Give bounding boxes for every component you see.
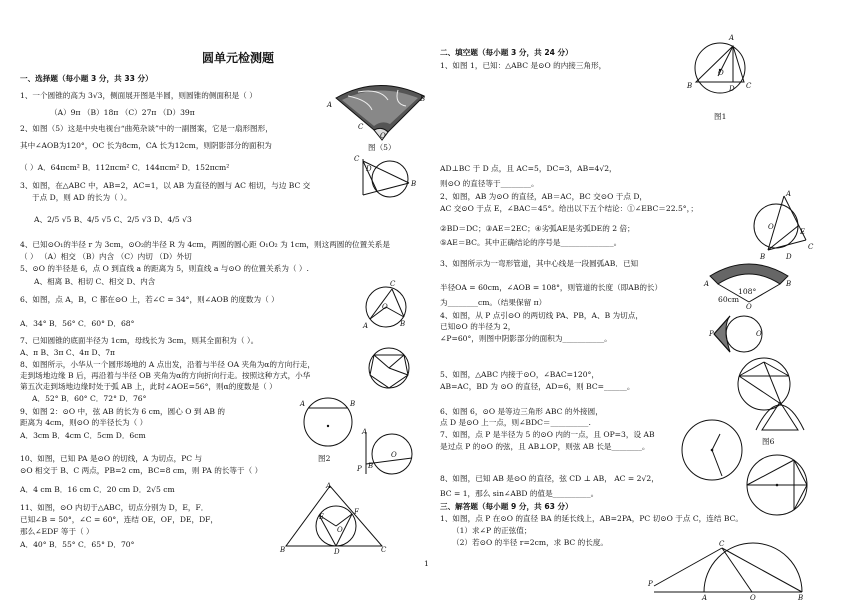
f4-label-o: O xyxy=(756,330,762,338)
q10-figure xyxy=(358,430,414,474)
q1-text: 1、一个圆锥的高为 3√3，侧面展开图是半圆，则圆锥的侧面积是（ ） xyxy=(20,91,257,100)
q8-options: A．52° B．60° C．72° D．76° xyxy=(32,394,147,403)
s1-label-o: O xyxy=(750,594,756,602)
section3-heading: 三、解答题（每小题 9 分，共 63 分） xyxy=(440,502,573,511)
f3-radius-label: 60cm xyxy=(718,295,740,304)
q11-label-a: A xyxy=(326,482,332,490)
q3-figure xyxy=(357,155,417,197)
q3-options: A、2/5 √5 B、4/5 √5 C、2/5 √3 D、4/5 √3 xyxy=(34,215,192,224)
f3-label-b: B xyxy=(786,280,792,288)
q10-options: A．4 cm B．16 cm C．20 cm D．2√5 cm xyxy=(20,485,175,494)
q9-figure xyxy=(302,396,354,448)
page-title: 圆单元检测题 xyxy=(202,51,275,65)
f1-label-d: D xyxy=(729,85,735,93)
f3-label-a: A xyxy=(704,280,710,288)
f8-text-a: 8、如图，已知 AB 是⊙O 的直径，弦 CD ⊥ AB， AC = 2√2， xyxy=(440,474,659,483)
q9-options: A．3cm B．4cm C．5cm D．6cm xyxy=(20,431,146,440)
q3-label-d: D xyxy=(366,165,372,173)
s1-label-b: B xyxy=(798,594,804,602)
q4-options: （ ） （A）相交 （B）内含 （C）内切 （D）外切 xyxy=(20,252,192,261)
f8-figure xyxy=(744,452,810,518)
q5-options: A、相离 B、相切 C、相交 D、内含 xyxy=(34,277,156,286)
f4-text-a: 4、如图，从 P 点引⊙O 的两切线 PA、PB，A、B 为切点， xyxy=(440,311,643,320)
q11-label-e: E xyxy=(319,513,325,521)
fig1-caption: 图1 xyxy=(714,112,727,121)
f1-text-c: 则⊙O 的直径等于________。 xyxy=(440,179,539,188)
q6-label-o: O xyxy=(382,303,388,311)
f3-text-c: 为________cm。（结果保留 π） xyxy=(440,298,547,307)
q2-text-b: 其中∠AOB为120°，OC 长为8cm，CA 长为12cm，则阴影部分的面积为 xyxy=(20,141,272,150)
fan-label-o: O xyxy=(380,132,386,140)
f2-label-a: A xyxy=(786,190,792,198)
fan-figure xyxy=(328,80,428,142)
q11-label-o: O xyxy=(337,526,343,534)
fig5-caption: 图（5） xyxy=(368,143,396,152)
q6-label-b: B xyxy=(400,320,406,328)
q9-label-a: A xyxy=(300,400,306,408)
q4-text-a: 4、已知⊙O₁的半径 r 为 3cm，⊙O₂的半径 R 为 4cm，两圆的圆心距 O₁O₂ 为 1cm，则这两圆的位置关系是 xyxy=(20,240,390,249)
q7-options: A、π B、3π C、4π D、7π xyxy=(20,348,116,357)
f2-label-e: E xyxy=(800,228,806,236)
q8-text-c: 第五次走到场地边缘时处于弧 AB 上，此时∠AOE=56°，则α的度数是（ ） xyxy=(20,382,277,391)
q7-text: 7、已知圆锥的底面半径为 1cm，母线长为 3cm，则其全面积为（ ）。 xyxy=(20,336,259,345)
f2-label-c: C xyxy=(808,243,814,251)
f2-text-d: ⑤AE＝BC。其中正确结论的序号是______________。 xyxy=(440,238,622,247)
section2-heading: 二、填空题（每小题 3 分，共 24 分） xyxy=(440,48,573,57)
f1-figure xyxy=(693,40,747,96)
f4-text-b: 已知⊙O 的半径为 2， xyxy=(440,322,516,331)
q11-options: A．40° B．55° C．65° D．70° xyxy=(20,540,135,549)
q2-options: （ ）A．64πcm² B．112πcm² C．144πcm² D．152πcm² xyxy=(20,163,230,172)
f1-text-b: AD⊥BC 于 D 点，且 AC=5，DC=3，AB=4√2， xyxy=(440,164,617,173)
q8-text-b: 走到场地边缘 B 后，再沿着与半径 OB 夹角为α的方向折向行走。按照这种方式，小华 xyxy=(20,371,311,380)
f3-label-o: O xyxy=(746,303,752,311)
f6-figure xyxy=(752,400,808,434)
q10-label-p: P xyxy=(357,465,362,473)
q11-text-c: 那么∠EDF 等于（ ） xyxy=(20,527,94,536)
q6-text: 6、如图，点 A，B，C 都在⊙O 上，若∠C = 34°，则∠AOB 的度数为（ ） xyxy=(20,295,279,304)
f2-text-a: 2、如图，AB 为⊙O 的直径，AB＝AC，BC 交⊙O 于点 D， xyxy=(440,192,648,201)
q11-label-d: D xyxy=(334,548,340,556)
q3-text-b: 于点 D，则 AD 的长为（ ）。 xyxy=(32,193,132,202)
q3-label-c: C xyxy=(354,155,360,163)
q6-label-c: C xyxy=(390,280,396,288)
fig2-caption: 图2 xyxy=(318,454,331,463)
f4-label-p: P xyxy=(709,330,714,338)
s1-label-p: P xyxy=(648,580,653,588)
s1-text-a: 1、如图，点 P 在⊙O 的直径 BA 的延长线上，AB=2PA，PC 切⊙O 于点 C，连结 BC。 xyxy=(440,514,743,523)
fan-label-a: A xyxy=(327,101,333,109)
fig6-caption: 图6 xyxy=(762,437,775,446)
q8-figure xyxy=(366,345,412,391)
q11-text-a: 11、如图，⊙O 内切于△ABC，切点分别为 D，E，F． xyxy=(20,503,209,512)
f3-text-b: 半径OA = 60cm，∠AOB = 108°，则管道的长度（即AB的长） xyxy=(440,283,663,292)
q3-text-a: 3、如图，在△ABC 中，AB=2，AC=1，以 AB 为直径的圆与 AC 相切，与边 BC 交 xyxy=(20,181,311,190)
f8-text-b: BC = 1，那么 sin∠ABD 的值是__________。 xyxy=(440,489,599,498)
fan-label-b: B xyxy=(420,95,426,103)
page-number: 1 xyxy=(424,559,429,568)
f3-angle-label: 108° xyxy=(738,287,757,296)
f6-text-a: 6、如图 6，⊙O 是等边三角形 ABC 的外接圆， xyxy=(440,407,603,416)
f7-text-a: 7、如图，点 P 是半径为 5 的⊙O 内的一点，且 OP=3，设 AB xyxy=(440,430,655,439)
q6-label-a: A xyxy=(363,322,369,330)
q10-label-b: B xyxy=(368,462,374,470)
f1-label-b: B xyxy=(687,82,693,90)
f2-text-c: ②BD＝DC；③AE＝2EC；④劣弧AE是劣弧DE的 2 倍； xyxy=(440,224,635,233)
f1-label-a: A xyxy=(729,34,735,42)
f3-text-a: 3、如图所示为一弯形管道，其中心线是一段圆弧AB．已知 xyxy=(440,259,639,268)
s1-figure xyxy=(652,540,808,596)
q10-text-a: 10、如图，已知 PA 是⊙O 的切线，A 为切点，PC 与 xyxy=(20,454,203,463)
f5-text-b: AB=AC，BD 为 ⊙O 的直径，AD=6，则 BC=______。 xyxy=(440,382,635,391)
s1-text-b: （1）求∠P 的正弦值； xyxy=(452,526,532,535)
q11-label-f: F xyxy=(354,508,359,516)
q3-label-b: B xyxy=(411,180,417,188)
f7-figure xyxy=(680,418,744,482)
f1-text-a: 1、如图 1，已知：△ABC 是⊙O 的内接三角形， xyxy=(440,61,607,70)
section1-heading: 一、选择题（每小题 3 分，共 33 分） xyxy=(20,74,153,83)
q8-text-a: 8、如图所示，小华从一个圆形场地的 A 点出发，沿着与半径 OA 夹角为α的方向行走， xyxy=(20,360,315,369)
q2-text-a: 2、如图（5）这是中央电视台“曲苑杂谈”中的一副图案，它是一扇形图形， xyxy=(20,124,273,133)
q9-text-b: 距离为 4cm，则⊙O 的半径长为（ ） xyxy=(20,418,148,427)
f2-figure xyxy=(752,192,810,254)
s1-label-c: C xyxy=(719,540,725,548)
f1-label-o: O xyxy=(718,69,724,77)
q10-label-a: A xyxy=(362,428,368,436)
f2-label-o: O xyxy=(768,223,774,231)
f1-label-c: C xyxy=(746,82,752,90)
q10-label-o: O xyxy=(391,451,397,459)
q6-options: A．34° B．56° C．60° D．68° xyxy=(20,319,135,328)
q1-options: （A）9π （B）18π （C）27π （D）39π xyxy=(50,108,195,117)
q9-label-b: B xyxy=(350,400,356,408)
q11-label-c: C xyxy=(381,546,387,554)
f2-label-d: D xyxy=(786,253,792,261)
f4-text-c: ∠P=60°，则图中阴影部分的面积为___________。 xyxy=(440,334,612,343)
f5-text-a: 5、如图，△ABC 内接于⊙O，∠BAC=120°， xyxy=(440,370,599,379)
f6-text-b: 点 D 是⊙O 上一点，则∠BDC＝__________. xyxy=(440,418,591,427)
q11-figure xyxy=(284,484,387,554)
f7-text-b: 是过点 P 的⊙O 的弦，且 AB⊥OP，则弦 AB 长是________。 xyxy=(440,442,650,451)
s1-label-a: A xyxy=(702,594,708,602)
s1-text-c: （2）若⊙O 的半径 r=2cm，求 BC 的长度。 xyxy=(452,538,609,547)
q9-text-a: 9、如图 2：⊙O 中，弦 AB 的长为 6 cm，圆心 O 到 AB 的 xyxy=(20,407,225,416)
q11-text-b: 已知∠B = 50°，∠C = 60°，连结 OE，OF，DE，DF， xyxy=(20,515,219,524)
q5-text: 5、⊙O 的半径是 6，点 O 到直线 a 的距离为 5，则直线 a 与⊙O 的位置关系为（ ）. xyxy=(20,264,309,273)
f2-label-b: B xyxy=(760,253,766,261)
fan-label-c: C xyxy=(358,123,364,131)
q10-text-b: ⊙O 相交于 B、C 两点，PB=2 cm，BC=8 cm，则 PA 的长等于（ ） xyxy=(20,466,263,475)
f2-text-b: AC 交⊙O 于点 E，∠BAC＝45°。给出以下五个结论：①∠EBC＝22.5°，； xyxy=(440,204,698,213)
q11-label-b: B xyxy=(280,546,286,554)
